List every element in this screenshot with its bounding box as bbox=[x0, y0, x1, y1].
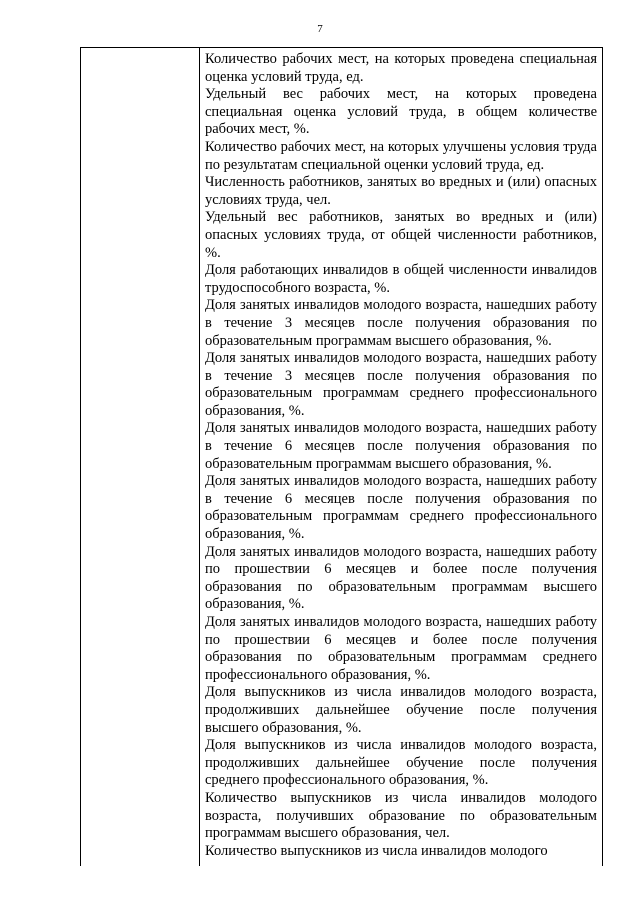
indicator-paragraph: Доля занятых инвалидов молодого возраста, нашедших работу в течение 3 месяцев после получения образования по образовательным программам высшего образования, %. bbox=[205, 297, 597, 349]
indicator-paragraph: Доля занятых инвалидов молодого возраста, нашедших работу по прошествии 6 месяцев и более после получения образования по образовательным программам среднего профессионального образования, %. bbox=[205, 614, 597, 683]
indicator-paragraph: Численность работников, занятых во вредных и (или) опасных условиях труда, чел. bbox=[205, 174, 597, 208]
indicator-paragraph: Доля занятых инвалидов молодого возраста, нашедших работу в течение 3 месяцев после получения образования по образовательным программам среднего профессионального образования, %. bbox=[205, 350, 597, 419]
indicator-paragraph: Доля работающих инвалидов в общей численности инвалидов трудоспособного возраста, %. bbox=[205, 262, 597, 296]
indicator-paragraph: Количество выпускников из числа инвалидов молодого bbox=[205, 842, 548, 859]
table-left-cell bbox=[81, 48, 200, 866]
indicator-paragraph: Доля выпускников из числа инвалидов молодого возраста, продолживших дальнейшее обучение после получения высшего образования, %. bbox=[205, 684, 597, 736]
indicators-table bbox=[80, 47, 603, 866]
indicator-paragraph: Доля выпускников из числа инвалидов молодого возраста, продолживших дальнейшее обучение после получения среднего профессионального образования, %. bbox=[205, 737, 597, 789]
indicator-paragraph: Доля занятых инвалидов молодого возраста, нашедших работу в течение 6 месяцев после получения образования по образовательным программам высшего образования, %. bbox=[205, 420, 597, 472]
indicator-paragraph: Количество рабочих мест, на которых проведена специальная оценка условий труда, ед. bbox=[205, 51, 597, 85]
page-number: 7 bbox=[317, 23, 323, 35]
indicator-paragraph: Количество рабочих мест, на которых улучшены условия труда по результатам специальной оценки условий труда, ед. bbox=[205, 138, 597, 173]
table-right-cell bbox=[200, 48, 602, 866]
indicator-paragraph: Доля занятых инвалидов молодого возраста, нашедших работу в течение 6 месяцев после получения образования по образовательным программам среднего профессионального образования, %. bbox=[205, 473, 597, 543]
indicator-paragraph: Удельный вес рабочих мест, на которых проведена специальная оценка условий труда, в общем количестве рабочих мест, %. bbox=[205, 86, 597, 138]
indicator-paragraph: Доля занятых инвалидов молодого возраста, нашедших работу по прошествии 6 месяцев и более после получения образования по образовательным программам высшего образования, %. bbox=[205, 543, 597, 613]
indicator-paragraph: Удельный вес работников, занятых во вредных и (или) опасных условиях труда, от общей численности работников, %. bbox=[205, 209, 597, 261]
indicator-paragraph: Количество выпускников из числа инвалидов молодого возраста, получивших образование по образовательным программам высшего образования, чел. bbox=[205, 789, 597, 842]
